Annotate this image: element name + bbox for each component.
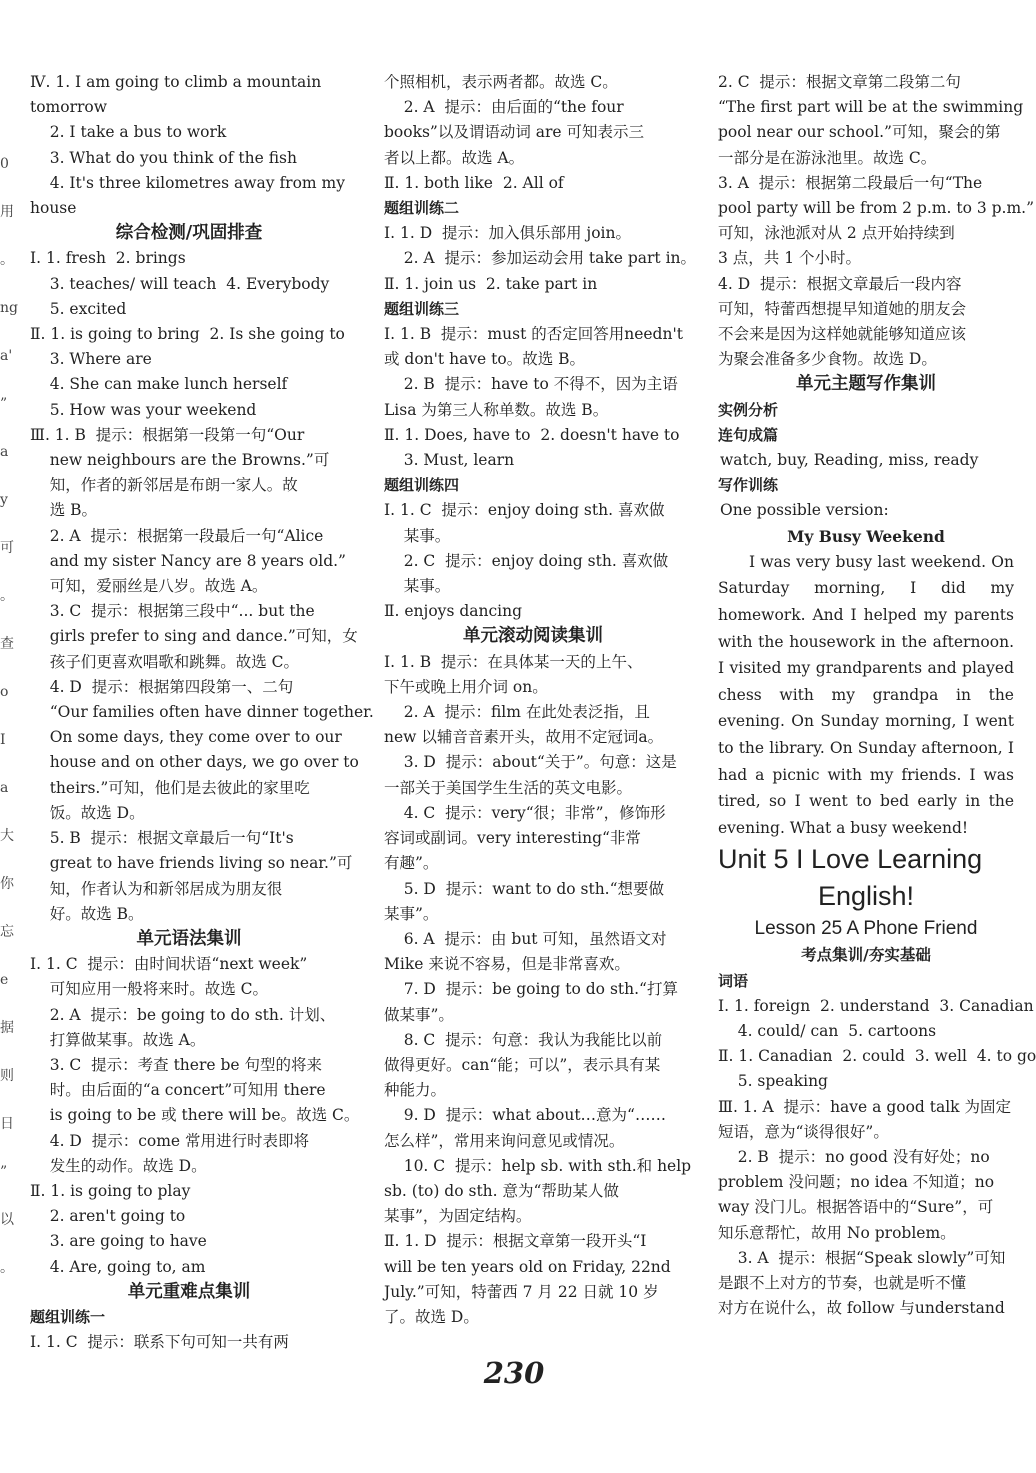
answer-line: 2. C 提示：enjoy doing sth. 喜欢做	[384, 551, 669, 570]
answer-column-3	[718, 70, 1036, 1321]
answer-line: house and on other days, we go over to	[30, 753, 359, 772]
answer-line: 做某事”。	[384, 1005, 454, 1024]
answer-line: pool near our school.”可知，聚会的第	[718, 123, 1001, 142]
answer-line: tomorrow	[30, 98, 108, 117]
answer-line: 2. A 提示：根据第一段最后一句“Alice	[30, 526, 324, 545]
answer-line: 知，作者的新邻居是布朗一家人。故	[30, 476, 298, 495]
answer-line: 3. D 提示：about“关于”。句意：这是	[384, 753, 677, 772]
answer-line: On some days, they come over to our	[30, 728, 342, 747]
answer-line: 饭。故选 D。	[30, 803, 145, 822]
answer-line: 或 don't have to。故选 B。	[384, 350, 586, 369]
version-label: One possible version:	[720, 501, 889, 520]
answer-line: 好。故选 B。	[30, 904, 144, 923]
answer-line: way 没门儿。根据答语中的“Sure”，可	[718, 1198, 994, 1217]
edge-fragment: a	[0, 444, 9, 460]
answer-line: 有趣”。	[384, 854, 439, 873]
answer-line: 不会来是因为这样她就能够知道应该	[718, 325, 967, 344]
answer-line: new neighbours are the Browns.”可	[30, 451, 330, 470]
answer-line: problem 没问题；no idea 不知道；no	[718, 1173, 995, 1192]
edge-fragment: 日	[0, 1116, 14, 1132]
answer-line: Ⅱ. 1. Does, have to 2. doesn't have to	[384, 425, 680, 444]
answer-line: 个照相机，表示两者都。故选 C。	[384, 73, 618, 91]
answer-line: great to have friends living so near.”可	[30, 854, 353, 873]
edge-fragment: 大	[0, 828, 14, 844]
answer-line: 知，作者认为和新邻居成为朋友很	[30, 879, 283, 898]
answer-line: 5. D 提示：want to do sth.“想要做	[384, 879, 665, 898]
answer-line: 了。故选 D。	[384, 1307, 479, 1326]
answer-line: 2. A 提示：be going to do sth. 计划、	[30, 1005, 336, 1024]
answer-line: books”以及谓语动词 are 可知表示三	[384, 123, 645, 142]
essay-title: My Busy Weekend	[787, 526, 945, 546]
edge-fragment: a'	[0, 348, 13, 364]
answer-column-2	[384, 70, 697, 1330]
answer-line: 怎么样”，常用来询问意见或情况。	[384, 1131, 625, 1150]
edge-fragment: 。	[0, 252, 14, 268]
answer-line: 3. C 提示：根据第三段中“... but the	[30, 602, 315, 621]
edge-fragment: 。	[0, 588, 14, 604]
answer-line: Ⅱ. 1. Canadian 2. could 3. well 4. to go	[718, 1047, 1036, 1066]
answer-line: 是跟不上对方的节奏，也就是听不懂	[718, 1274, 967, 1293]
answer-line: 6. A 提示：由 but 可知，虽然语文对	[384, 929, 667, 948]
answer-line: 3. A 提示：根据第二段最后一句“The	[718, 173, 983, 192]
practice-label: 写作训练	[718, 476, 779, 495]
edge-fragment: y	[0, 492, 8, 508]
answer-line: 2. aren't going to	[30, 1207, 186, 1226]
answer-line: 可知，泳池派对从 2 点开始持续到	[718, 224, 955, 243]
section-heading: 单元重难点集训	[127, 1281, 251, 1302]
answer-line: 某事。	[384, 577, 451, 596]
answer-line: 2. C 提示：根据文章第二段第二句	[718, 73, 961, 91]
unit-title-line1: Unit 5 I Love Learning	[718, 844, 983, 875]
vocab-label: 词语	[718, 971, 749, 990]
unit-title-line2: English!	[817, 881, 915, 912]
lesson-title: Lesson 25 A Phone Friend	[754, 918, 978, 940]
answer-line: 可知应用一般将来时。故选 C。	[30, 980, 268, 999]
answer-line: Ⅲ. 1. B 提示：根据第一段第一句“Our	[30, 425, 305, 444]
page-number: 230	[483, 1356, 545, 1390]
section-heading: 单元语法集训	[136, 928, 242, 949]
answer-line: Ⅱ. 1. both like 2. All of	[384, 173, 564, 192]
answer-line: 5. excited	[30, 299, 127, 318]
answer-line: 为聚会准备多少食物。故选 D。	[718, 350, 937, 369]
answer-line: 5. B 提示：根据文章最后一句“It's	[30, 829, 294, 848]
edge-fragment: 0	[0, 156, 9, 172]
answer-line: 4. D 提示：根据文章最后一段内容	[718, 274, 962, 293]
answer-line: 某事”。	[384, 904, 439, 923]
answer-line: Mike 来说不容易，但是非常喜欢。	[384, 955, 630, 974]
reading-answers	[718, 70, 1035, 372]
edge-fragment: I	[0, 732, 6, 748]
answer-line: July.”可知，特蕾西 7 月 22 日就 10 岁	[384, 1282, 659, 1301]
edge-fragment: 查	[0, 636, 14, 652]
answer-line: 2. A 提示：由后面的“the four	[384, 98, 624, 117]
answer-line: 4. It's three kilometres away from my	[30, 173, 346, 192]
answer-line: 3. teaches/ will teach 4. Everybody	[30, 274, 330, 293]
answer-line: 下午或晚上用介词 on。	[384, 677, 548, 696]
answer-line: 4. D 提示：根据第四段第一、二句	[30, 677, 294, 696]
answer-line: 2. B 提示：no good 没有好处；no	[718, 1148, 990, 1167]
answer-line: 种能力。	[384, 1081, 447, 1100]
answer-line: Ⅰ. 1. C 提示：由时间状语“next week”	[30, 955, 308, 974]
edge-fragment: 以	[0, 1212, 14, 1228]
answer-line: Ⅰ. 1. D 提示：加入俱乐部用 join。	[384, 224, 631, 243]
subsection-label: 题组训练一	[30, 1307, 106, 1326]
answer-line: 孩子们更喜欢唱歌和跳舞。故选 C。	[30, 652, 299, 671]
edge-fragment: e	[0, 972, 9, 988]
answer-line: 4. D 提示：come 常用进行时表即将	[30, 1131, 310, 1150]
answer-line: 8. C 提示：句意：我认为我能比以前	[384, 1030, 663, 1049]
answer-line: 3. What do you think of the fish	[30, 148, 297, 167]
answer-line: 3. Must, learn	[384, 451, 515, 470]
answer-line: 5. speaking	[718, 1072, 828, 1091]
section-heading: 综合检测/巩固排查	[115, 223, 263, 244]
answer-line: 3. Where are	[30, 350, 152, 369]
edge-fragment: o	[0, 684, 9, 700]
answer-line: 可知，爱丽丝是八岁。故选 A。	[30, 577, 268, 596]
answer-line: Ⅱ. 1. is going to play	[30, 1181, 191, 1200]
edge-fragment: 可	[0, 540, 14, 556]
section-heading: 单元主题写作集训	[796, 374, 936, 395]
answer-line: “Our families often have dinner together.	[30, 703, 374, 722]
answer-line: 发生的动作。故选 D。	[30, 1156, 207, 1175]
answer-line: 做得更好。can“能；可以”，表示具有某	[384, 1055, 661, 1074]
edge-fragment: ng	[0, 300, 18, 316]
edge-fragment: 。	[0, 1260, 14, 1276]
answer-line: 一部分是在游泳池里。故选 C。	[718, 148, 937, 167]
answer-line: house	[30, 199, 77, 218]
answer-line: 2. I take a bus to work	[30, 123, 227, 142]
answer-line: 4. could/ can 5. cartoons	[718, 1022, 937, 1040]
answer-line: 2. A 提示：参加运动会用 take part in。	[384, 249, 697, 268]
link-words: watch, buy, Reading, miss, ready	[720, 451, 979, 470]
answer-line: 2. A 提示：film 在此处表泛指，且	[384, 703, 650, 722]
answer-line: Ⅲ. 1. A 提示：have a good talk 为固定	[718, 1097, 1011, 1116]
answer-line: sb. (to) do sth. 意为“帮助某人做	[384, 1181, 619, 1200]
answer-line: “The first part will be at the swimming	[718, 98, 1024, 117]
answer-line: 者以上都。故选 A。	[384, 148, 525, 167]
answer-line: 7. D 提示：be going to do sth.“打算	[384, 980, 678, 999]
answer-line: Ⅳ. 1. I am going to climb a mountain	[30, 73, 322, 91]
answer-line: Ⅰ. 1. foreign 2. understand 3. Canadian	[718, 996, 1034, 1015]
answer-line: 短语，意为“谈得很好”。	[718, 1122, 889, 1141]
edge-fragment: 用	[0, 204, 14, 220]
edge-fragment: 忘	[0, 924, 14, 940]
answer-column-1	[30, 70, 374, 1355]
answer-line: 3. A 提示：根据“Speak slowly”可知	[718, 1248, 1006, 1267]
answer-line: will be ten years old on Friday, 22nd	[384, 1257, 671, 1276]
answer-line: Ⅰ. 1. B 提示：在具体某一天的上午、	[384, 652, 643, 671]
answer-line: pool party will be from 2 p.m. to 3 p.m.”	[718, 199, 1035, 218]
answer-line: Ⅱ. 1. join us 2. take part in	[384, 274, 598, 293]
section-heading: 单元滚动阅读集训	[463, 626, 603, 647]
answer-line: and my sister Nancy are 8 years old.”	[30, 551, 346, 570]
answer-line: Ⅱ. 1. is going to bring 2. Is she going to	[30, 325, 345, 344]
answer-line: 可知，特蕾西想提早知道她的朋友会	[718, 299, 967, 318]
answer-line: 一部关于美国学生生活的英文电影。	[384, 778, 633, 797]
subsection-label: 题组训练三	[384, 299, 460, 318]
edge-fragment: a	[0, 780, 9, 796]
answer-line: new 以辅音音素开头，故用不定冠词a。	[384, 728, 664, 747]
answer-line: 10. C 提示：help sb. with sth.和 help	[384, 1156, 692, 1175]
answer-line: Lisa 为第三人称单数。故选 B。	[384, 400, 609, 419]
edge-fragment: 据	[0, 1020, 14, 1036]
lesson-answers	[718, 994, 1036, 1322]
left-edge-fragments	[0, 140, 18, 1292]
example-label: 实例分析	[718, 400, 779, 419]
answer-line: Ⅱ. 1. D 提示：根据文章第一段开头“I	[384, 1232, 647, 1251]
edge-fragment: ”	[0, 396, 8, 412]
answer-line: Ⅰ. 1. C 提示：enjoy doing sth. 喜欢做	[384, 501, 665, 520]
answer-line: 3 点，共 1 个小时。	[718, 249, 862, 268]
answer-line: 4. Are, going to, am	[30, 1257, 206, 1276]
answer-line: Ⅰ. 1. fresh 2. brings	[30, 249, 186, 268]
answer-line: Ⅰ. 1. C 提示：联系下句可知一共有两	[30, 1333, 289, 1352]
edge-fragment: ”	[0, 1164, 8, 1180]
answer-line: 某事”，为固定结构。	[384, 1207, 532, 1226]
answer-line: 5. How was your weekend	[30, 400, 257, 419]
unit-title	[718, 841, 1014, 915]
answer-line: 4. C 提示：very“很；非常”，修饰形	[384, 803, 666, 822]
answer-line: Ⅱ. enjoys dancing	[384, 602, 523, 621]
answer-line: 9. D 提示：what about…意为“……	[384, 1106, 666, 1125]
answer-line: 4. She can make lunch herself	[30, 375, 288, 394]
subsection-heading: 考点集训/夯实基础	[801, 946, 931, 965]
answer-line: 知乐意帮忙，故用 No problem。	[718, 1223, 956, 1242]
answer-line: 容词或副词。very interesting“非常	[384, 829, 641, 848]
answer-line: is going to be 或 there will be。故选 C。	[30, 1106, 360, 1125]
link-label: 连句成篇	[718, 425, 779, 444]
answer-line: 对方在说什么，故 follow 与understand	[718, 1299, 1005, 1318]
answer-line: 2. B 提示：have to 不得不，因为主语	[384, 375, 678, 394]
subsection-label: 题组训练二	[384, 199, 460, 218]
answer-line: Ⅰ. 1. B 提示：must 的否定回答用needn't	[384, 325, 683, 344]
answer-line: 时。由后面的“a concert”可知用 there	[30, 1081, 326, 1100]
essay-text: I was very busy last weekend. On Saturday morning, I did my homework. And I helped my parents with the housework in the afternoon. I visited my grandparents and played chess with my grandpa in the evening. On Sunday morning, I went to the library. On Sunday afternoon, I had a picnic with my friends. I was tired, so I went to bed early in the evening. What a busy weekend!	[718, 552, 1014, 837]
edge-fragment: 则	[0, 1068, 14, 1084]
subsection-label: 题组训练四	[384, 476, 460, 495]
answer-line: theirs.”可知，他们是去彼此的家里吃	[30, 778, 310, 797]
answer-line: 3. are going to have	[30, 1232, 207, 1251]
answer-line: 选 B。	[30, 501, 98, 520]
answer-line: 打算做某事。故选 A。	[30, 1030, 206, 1049]
answer-line: 某事。	[384, 526, 451, 545]
answer-line: 3. C 提示：考查 there be 句型的将来	[30, 1055, 322, 1074]
edge-fragment: 你	[0, 876, 14, 892]
answer-line: girls prefer to sing and dance.”可知，女	[30, 627, 358, 646]
